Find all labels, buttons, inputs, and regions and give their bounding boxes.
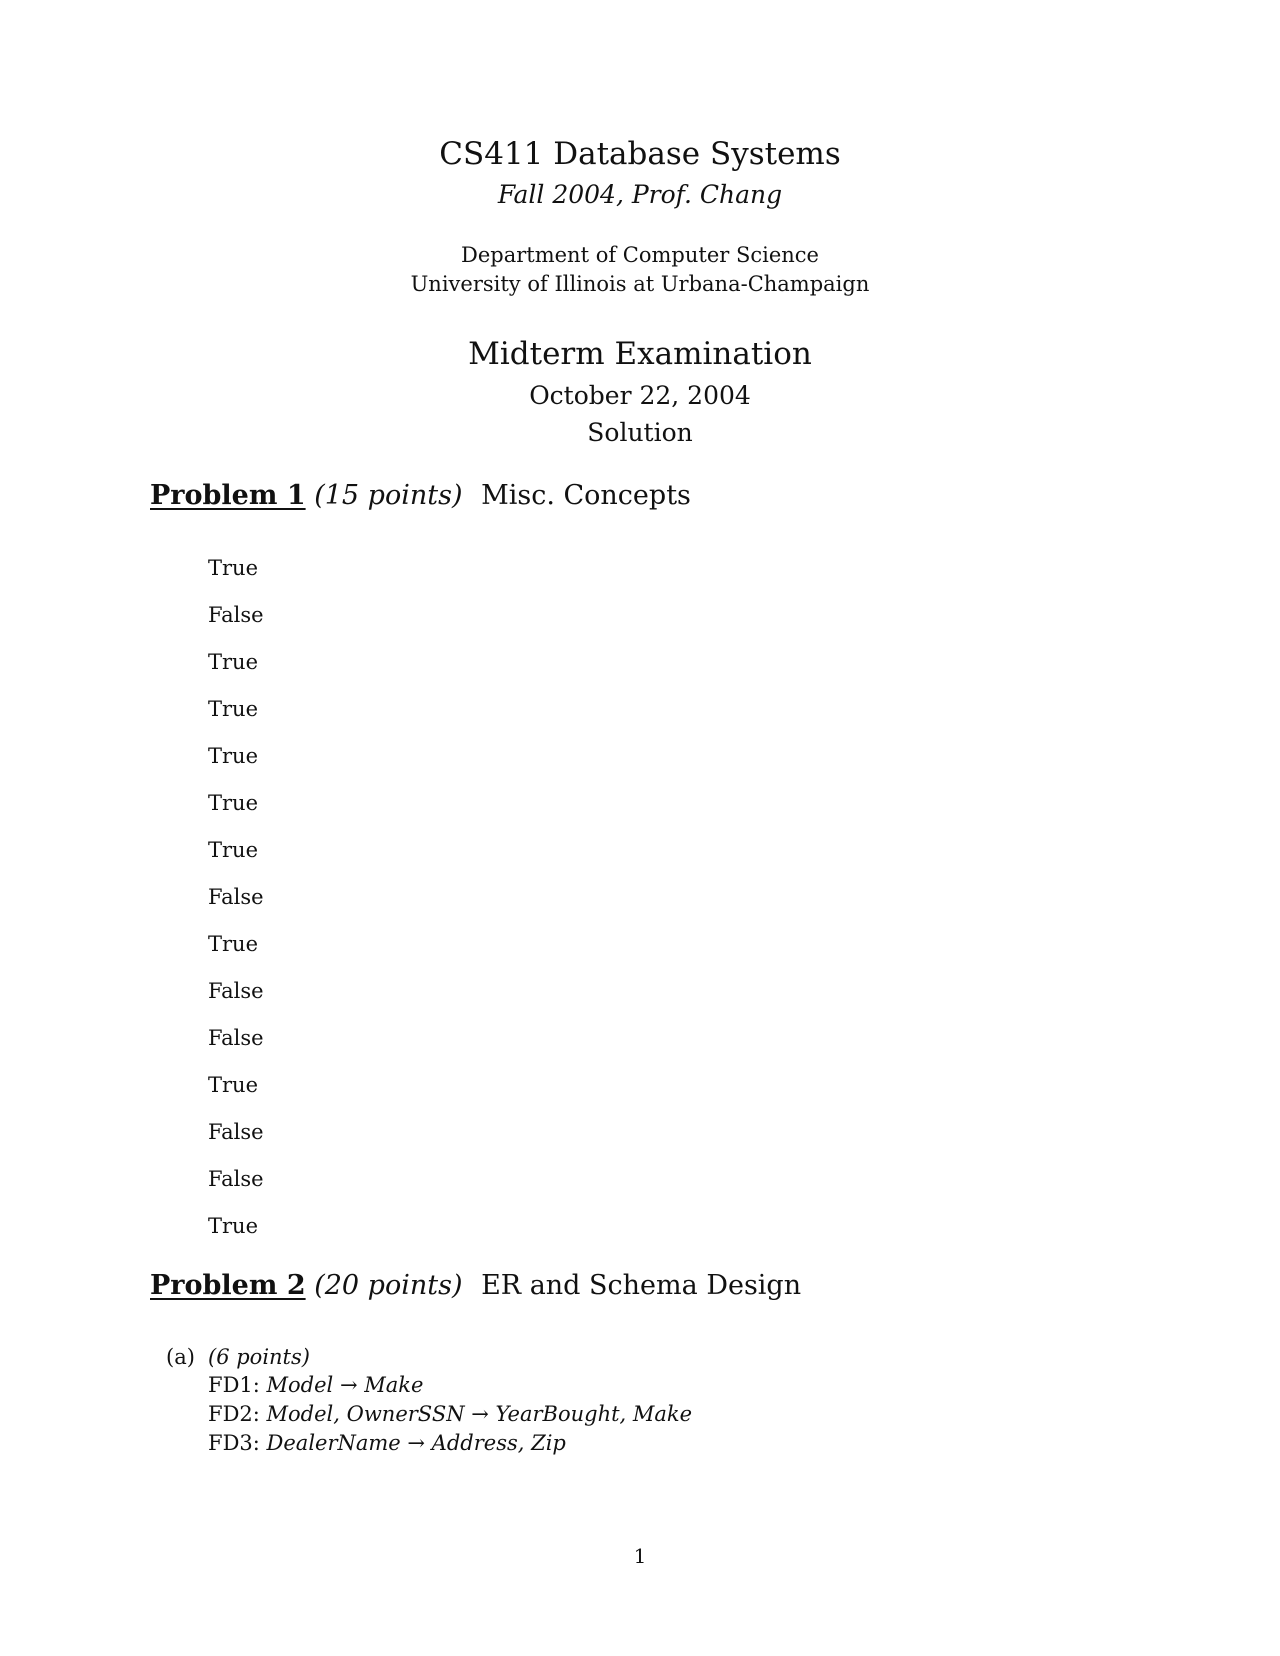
answer-value: False	[208, 1026, 264, 1050]
fd-line	[208, 1373, 423, 1397]
answer-value: True	[208, 1214, 258, 1238]
problem-2-points: (20 points)	[314, 1270, 463, 1301]
exam-title: Midterm Examination	[468, 336, 812, 372]
answer-value: True	[208, 650, 258, 674]
answer-value: True	[208, 556, 258, 580]
problem-2-label: Problem 2	[150, 1270, 306, 1301]
fd-name: FD1:	[208, 1373, 260, 1397]
exam-type: Solution	[587, 418, 693, 447]
department-line: Department of Computer Science	[461, 243, 819, 267]
answer-value: True	[208, 744, 258, 768]
answer-value: True	[208, 932, 258, 956]
problem-1-label: Problem 1	[150, 480, 306, 511]
term-line: Fall 2004, Prof. Chang	[497, 180, 783, 209]
answer-value: False	[208, 1120, 264, 1144]
fd-line	[208, 1402, 692, 1426]
fd-name: FD2:	[208, 1402, 260, 1426]
problem-1-title: Misc. Concepts	[481, 480, 691, 511]
fd-name: FD3:	[208, 1431, 260, 1455]
answer-value: False	[208, 603, 264, 627]
fd-expression: Model → Make	[266, 1373, 424, 1397]
problem-2-heading	[150, 1270, 801, 1301]
fd-expression: DealerName → Address, Zip	[266, 1431, 566, 1455]
fd-line	[208, 1431, 566, 1455]
answer-value: True	[208, 1073, 258, 1097]
problem-1-points: (15 points)	[314, 480, 463, 511]
course-title: CS411 Database Systems	[439, 136, 841, 172]
answer-value: True	[208, 838, 258, 862]
problem-2-title: ER and Schema Design	[481, 1270, 802, 1301]
answer-value: False	[208, 885, 264, 909]
answer-value: False	[208, 979, 264, 1003]
answer-value: False	[208, 1167, 264, 1191]
answer-value: True	[208, 697, 258, 721]
problem-1-heading	[150, 480, 691, 511]
answer-value: True	[208, 791, 258, 815]
fd-expression: Model, OwnerSSN → YearBought, Make	[266, 1402, 693, 1426]
part-a-points: (6 points)	[208, 1345, 310, 1369]
exam-date: October 22, 2004	[529, 381, 751, 410]
part-a-label: (a)	[166, 1345, 195, 1369]
page-number: 1	[633, 1544, 647, 1568]
university-line: University of Illinois at Urbana-Champaign	[410, 272, 870, 296]
